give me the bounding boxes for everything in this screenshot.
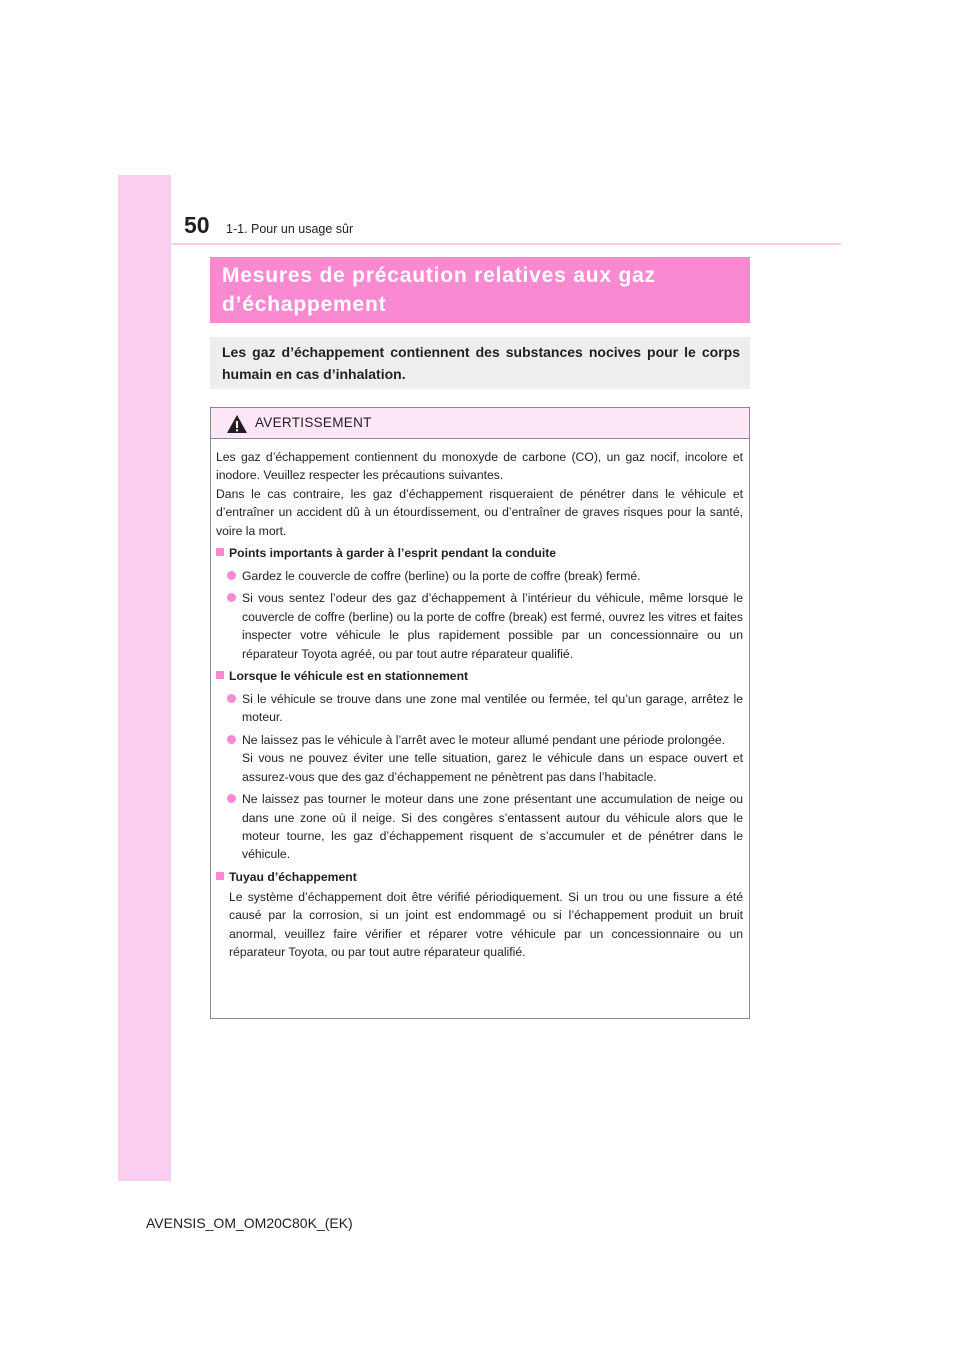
warning-intro-1: Les gaz d’échappement contiennent du monoxyde de carbone (CO), un gaz nocif, incolore et inodore. Veuillez respecter les précautions suivantes. (216, 450, 743, 483)
circle-bullet-icon (227, 694, 236, 703)
warning-body (211, 439, 749, 961)
list-item: Si le véhicule se trouve dans une zone mal ventilée ou fermée, tel qu’un garage, arrêtez le moteur. (216, 690, 743, 727)
page-title-line-2: d’échappement (222, 293, 387, 316)
intro-summary: Les gaz d’échappement contiennent des substances nocives pour le corps humain en cas d’inhalation. (210, 337, 750, 389)
list-item-continuation: Si vous ne pouvez éviter une telle situation, garez le véhicule dans un espace ouvert et assurez-vous que des gaz d’échappement ne pénètrent pas dans l’habitacle. (242, 751, 743, 784)
page-number: 50 (184, 212, 210, 238)
warning-box (210, 407, 750, 1019)
circle-bullet-icon (227, 794, 236, 803)
list-item: Si vous sentez l’odeur des gaz d’échappement à l’intérieur du véhicule, même lorsque le couvercle de coffre (berline) ou la porte de coffre (break) est fermé, ouvrez les vitres et faites inspecter votre véhicule le plus rapidement possible par un concessionnaire ou un réparateur Toyota agréé, ou par tout autre réparateur qualifié. (216, 589, 743, 663)
section-heading-driving: Points importants à garder à l’esprit pendant la conduite (216, 544, 743, 563)
section-heading-parking: Lorsque le véhicule est en stationnement (216, 667, 743, 686)
warning-label: AVERTISSEMENT (255, 415, 372, 430)
circle-bullet-icon (227, 571, 236, 580)
side-color-band (118, 175, 171, 1181)
square-bullet-icon (216, 671, 224, 679)
square-bullet-icon (216, 548, 224, 556)
circle-bullet-icon (227, 593, 236, 602)
document-code: AVENSIS_OM_OM20C80K_(EK) (146, 1215, 353, 1231)
circle-bullet-icon (227, 735, 236, 744)
page-title-line-1: Mesures de précaution relatives aux gaz (222, 264, 656, 287)
list-item: Ne laissez pas tourner le moteur dans une zone présentant une accumulation de neige ou dans une zone où il neige. Si des congères s’entassent autour du véhicule alors que le moteur tourne, les gaz d’échappement risquent de s’accumuler et de pénétrer dans le véhicule. (216, 790, 743, 864)
section-heading-exhaust-pipe: Tuyau d’échappement (216, 868, 743, 887)
page-title (210, 257, 750, 323)
list-item: Ne laissez pas le véhicule à l’arrêt avec le moteur allumé pendant une période prolongée. Si vous ne pouvez éviter une telle situation, garez le véhicule dans un espace ouvert et assurez-vous que des gaz d’échappement ne pénètrent pas dans l’habitacle. (216, 731, 743, 786)
section-label: 1-1. Pour un usage sûr (226, 222, 354, 236)
list-item: Gardez le couvercle de coffre (berline) ou la porte de coffre (break) fermé. (216, 567, 743, 585)
warning-intro-2: Dans le cas contraire, les gaz d’échappement risqueraient de pénétrer dans le véhicule et d’entraîner un accident dû à un étourdissement, ou d’entraîner de graves risques pour la santé, voire la mort. (216, 486, 743, 538)
header-divider (171, 243, 841, 245)
exhaust-pipe-text: Le système d’échappement doit être vérifié périodiquement. Si un trou ou une fissure a été causé par la corrosion, si un joint est endommagé ou si l’échappement produit un bruit anormal, veuillez faire vérifier et réparer votre véhicule par un concessionnaire ou un réparateur Toyota, ou par tout autre réparateur qualifié. (229, 889, 743, 959)
warning-triangle-icon (226, 414, 248, 434)
warning-header (211, 408, 749, 439)
square-bullet-icon (216, 872, 224, 880)
